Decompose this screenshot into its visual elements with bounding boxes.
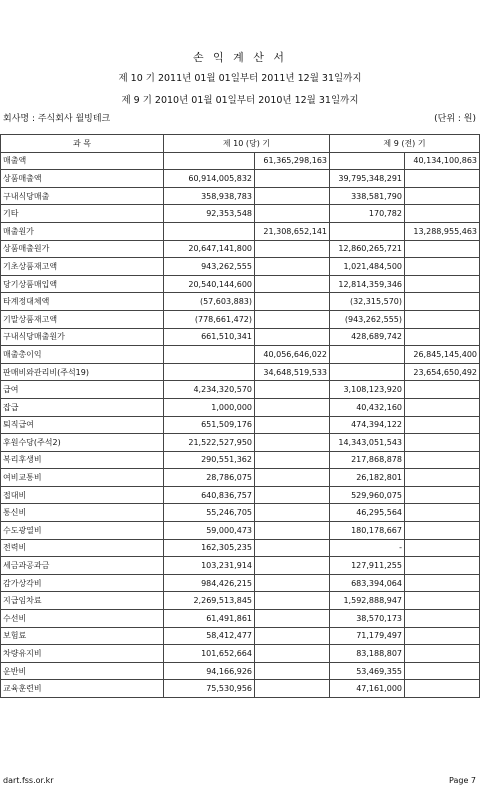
table-row xyxy=(1,398,480,416)
footer-page-number: Page 7 xyxy=(449,776,476,785)
current-total-amount: 40,056,646,022 xyxy=(255,346,330,364)
prior-sub-amount: 474,394,122 xyxy=(330,416,405,434)
row-label: 세금과공과금 xyxy=(1,557,164,575)
current-sub-amount: 58,412,477 xyxy=(164,627,255,645)
header-current-period: 제 10 (당) 기 xyxy=(164,135,330,153)
prior-total-amount xyxy=(405,610,480,628)
row-label: 복리후생비 xyxy=(1,451,164,469)
prior-sub-amount: 40,432,160 xyxy=(330,398,405,416)
current-sub-amount: 20,647,141,800 xyxy=(164,240,255,258)
current-sub-amount: 984,426,215 xyxy=(164,574,255,592)
current-sub-amount: 55,246,705 xyxy=(164,504,255,522)
current-total-amount xyxy=(255,381,330,399)
current-sub-amount: 61,491,861 xyxy=(164,610,255,628)
row-label: 지급임차료 xyxy=(1,592,164,610)
header-prior-period: 제 9 (전) 기 xyxy=(330,135,480,153)
current-sub-amount: 92,353,548 xyxy=(164,205,255,223)
prior-total-amount xyxy=(405,381,480,399)
prior-sub-amount: 3,108,123,920 xyxy=(330,381,405,399)
row-label: 타계정대체액 xyxy=(1,293,164,311)
prior-total-amount: 13,288,955,463 xyxy=(405,222,480,240)
current-total-amount xyxy=(255,522,330,540)
current-total-amount xyxy=(255,293,330,311)
row-label: 매출총이익 xyxy=(1,346,164,364)
row-label: 통신비 xyxy=(1,504,164,522)
row-label: 상품매출원가 xyxy=(1,240,164,258)
table-row xyxy=(1,152,480,170)
row-label: 수선비 xyxy=(1,610,164,628)
prior-total-amount xyxy=(405,522,480,540)
table-row xyxy=(1,275,480,293)
prior-sub-amount: 1,592,888,947 xyxy=(330,592,405,610)
prior-total-amount xyxy=(405,205,480,223)
current-sub-amount: 60,914,005,832 xyxy=(164,170,255,188)
table-row xyxy=(1,504,480,522)
prior-sub-amount: - xyxy=(330,539,405,557)
table-header-row xyxy=(1,135,480,153)
current-total-amount xyxy=(255,504,330,522)
prior-total-amount xyxy=(405,592,480,610)
table-row xyxy=(1,539,480,557)
current-total-amount xyxy=(255,258,330,276)
current-sub-amount: 75,530,956 xyxy=(164,680,255,698)
period-prior: 제 9 기 2010년 01월 01일부터 2010년 12월 31일까지 xyxy=(121,95,359,106)
row-label: 여비교통비 xyxy=(1,469,164,487)
current-total-amount: 34,648,519,533 xyxy=(255,363,330,381)
current-sub-amount: 651,509,176 xyxy=(164,416,255,434)
current-total-amount xyxy=(255,486,330,504)
current-sub-amount: 162,305,235 xyxy=(164,539,255,557)
table-row xyxy=(1,170,480,188)
prior-sub-amount: 12,814,359,346 xyxy=(330,275,405,293)
current-total-amount xyxy=(255,610,330,628)
current-total-amount xyxy=(255,662,330,680)
footer-source: dart.fss.or.kr xyxy=(3,776,54,785)
prior-total-amount xyxy=(405,574,480,592)
current-sub-amount: 943,262,555 xyxy=(164,258,255,276)
prior-total-amount xyxy=(405,434,480,452)
prior-total-amount xyxy=(405,504,480,522)
prior-sub-amount: 83,188,807 xyxy=(330,645,405,663)
prior-sub-amount: 39,795,348,291 xyxy=(330,170,405,188)
prior-sub-amount xyxy=(330,152,405,170)
prior-total-amount xyxy=(405,416,480,434)
prior-sub-amount xyxy=(330,346,405,364)
current-sub-amount xyxy=(164,222,255,240)
prior-sub-amount xyxy=(330,222,405,240)
current-total-amount xyxy=(255,205,330,223)
row-label: 전력비 xyxy=(1,539,164,557)
prior-total-amount xyxy=(405,328,480,346)
table-row xyxy=(1,627,480,645)
prior-total-amount: 26,845,145,400 xyxy=(405,346,480,364)
prior-sub-amount: 127,911,255 xyxy=(330,557,405,575)
prior-total-amount xyxy=(405,486,480,504)
current-total-amount xyxy=(255,645,330,663)
current-total-amount xyxy=(255,469,330,487)
row-label: 후원수당(주석2) xyxy=(1,434,164,452)
current-sub-amount: 2,269,513,845 xyxy=(164,592,255,610)
table-row xyxy=(1,574,480,592)
prior-total-amount xyxy=(405,451,480,469)
prior-total-amount xyxy=(405,187,480,205)
table-row xyxy=(1,363,480,381)
prior-total-amount xyxy=(405,469,480,487)
row-label: 감가상각비 xyxy=(1,574,164,592)
current-total-amount xyxy=(255,627,330,645)
current-sub-amount: 103,231,914 xyxy=(164,557,255,575)
current-sub-amount: 290,551,362 xyxy=(164,451,255,469)
current-sub-amount: 20,540,144,600 xyxy=(164,275,255,293)
row-label: 기초상품재고액 xyxy=(1,258,164,276)
current-total-amount xyxy=(255,310,330,328)
row-label: 구내식당매출 xyxy=(1,187,164,205)
prior-sub-amount: 428,689,742 xyxy=(330,328,405,346)
current-sub-amount: 21,522,527,950 xyxy=(164,434,255,452)
prior-total-amount xyxy=(405,310,480,328)
table-row xyxy=(1,258,480,276)
prior-sub-amount: 180,178,667 xyxy=(330,522,405,540)
table-row xyxy=(1,469,480,487)
prior-total-amount xyxy=(405,398,480,416)
prior-sub-amount: 338,581,790 xyxy=(330,187,405,205)
prior-total-amount xyxy=(405,240,480,258)
prior-sub-amount: 71,179,497 xyxy=(330,627,405,645)
table-row xyxy=(1,293,480,311)
prior-total-amount: 40,134,100,863 xyxy=(405,152,480,170)
row-label: 구내식당매출원가 xyxy=(1,328,164,346)
table-row xyxy=(1,346,480,364)
current-total-amount: 61,365,298,163 xyxy=(255,152,330,170)
row-label: 잡급 xyxy=(1,398,164,416)
prior-total-amount xyxy=(405,627,480,645)
current-total-amount xyxy=(255,328,330,346)
prior-total-amount xyxy=(405,275,480,293)
prior-total-amount xyxy=(405,557,480,575)
prior-total-amount xyxy=(405,645,480,663)
table-row xyxy=(1,451,480,469)
current-total-amount xyxy=(255,398,330,416)
prior-sub-amount: 217,868,878 xyxy=(330,451,405,469)
prior-sub-amount: 683,394,064 xyxy=(330,574,405,592)
unit-label: (단위 : 원) xyxy=(434,114,476,124)
table-row xyxy=(1,592,480,610)
row-label: 보험료 xyxy=(1,627,164,645)
row-label: 차량유지비 xyxy=(1,645,164,663)
row-label: 퇴직급여 xyxy=(1,416,164,434)
current-sub-amount: 28,786,075 xyxy=(164,469,255,487)
current-sub-amount: 640,836,757 xyxy=(164,486,255,504)
row-label: 판매비와관리비(주석19) xyxy=(1,363,164,381)
table-row xyxy=(1,222,480,240)
row-label: 급여 xyxy=(1,381,164,399)
prior-sub-amount: 529,960,075 xyxy=(330,486,405,504)
prior-total-amount xyxy=(405,680,480,698)
current-sub-amount xyxy=(164,363,255,381)
current-sub-amount xyxy=(164,346,255,364)
table-row xyxy=(1,680,480,698)
row-label: 상품매출액 xyxy=(1,170,164,188)
current-sub-amount: (778,661,472) xyxy=(164,310,255,328)
current-sub-amount: 358,938,783 xyxy=(164,187,255,205)
table-row xyxy=(1,328,480,346)
period-current: 제 10 기 2011년 01월 01일부터 2011년 12월 31일까지 xyxy=(118,73,362,84)
prior-sub-amount: 14,343,051,543 xyxy=(330,434,405,452)
current-sub-amount: (57,603,883) xyxy=(164,293,255,311)
current-sub-amount: 4,234,320,570 xyxy=(164,381,255,399)
current-total-amount xyxy=(255,240,330,258)
table-row xyxy=(1,610,480,628)
table-row xyxy=(1,434,480,452)
current-sub-amount: 59,000,473 xyxy=(164,522,255,540)
current-total-amount xyxy=(255,539,330,557)
prior-sub-amount: 46,295,564 xyxy=(330,504,405,522)
current-total-amount xyxy=(255,187,330,205)
prior-sub-amount: 47,161,000 xyxy=(330,680,405,698)
company-name: 회사명 : 주식회사 월빙테크 xyxy=(3,114,111,124)
current-sub-amount xyxy=(164,152,255,170)
prior-total-amount xyxy=(405,258,480,276)
current-total-amount xyxy=(255,451,330,469)
document-title: 손 익 계 산 서 xyxy=(192,51,288,64)
current-total-amount xyxy=(255,680,330,698)
prior-sub-amount: 12,860,265,721 xyxy=(330,240,405,258)
table-row xyxy=(1,557,480,575)
current-total-amount xyxy=(255,275,330,293)
current-sub-amount: 661,510,341 xyxy=(164,328,255,346)
prior-sub-amount: 53,469,355 xyxy=(330,662,405,680)
table-row xyxy=(1,486,480,504)
current-sub-amount: 101,652,664 xyxy=(164,645,255,663)
table-row xyxy=(1,522,480,540)
prior-sub-amount: 38,570,173 xyxy=(330,610,405,628)
prior-total-amount xyxy=(405,170,480,188)
table-row xyxy=(1,310,480,328)
income-statement-table xyxy=(0,134,480,698)
prior-total-amount xyxy=(405,293,480,311)
current-total-amount xyxy=(255,170,330,188)
prior-total-amount xyxy=(405,662,480,680)
prior-sub-amount: 1,021,484,500 xyxy=(330,258,405,276)
current-total-amount xyxy=(255,592,330,610)
row-label: 당기상품매입액 xyxy=(1,275,164,293)
row-label: 접대비 xyxy=(1,486,164,504)
prior-sub-amount: 170,782 xyxy=(330,205,405,223)
current-total-amount xyxy=(255,416,330,434)
row-label: 교육훈련비 xyxy=(1,680,164,698)
row-label: 기말상품재고액 xyxy=(1,310,164,328)
row-label: 기타 xyxy=(1,205,164,223)
prior-sub-amount: (32,315,570) xyxy=(330,293,405,311)
current-total-amount xyxy=(255,434,330,452)
row-label: 매출원가 xyxy=(1,222,164,240)
current-total-amount xyxy=(255,574,330,592)
table-row xyxy=(1,662,480,680)
prior-total-amount xyxy=(405,539,480,557)
table-row xyxy=(1,416,480,434)
current-sub-amount: 1,000,000 xyxy=(164,398,255,416)
current-total-amount: 21,308,652,141 xyxy=(255,222,330,240)
prior-total-amount: 23,654,650,492 xyxy=(405,363,480,381)
prior-sub-amount: (943,262,555) xyxy=(330,310,405,328)
header-account: 과 목 xyxy=(1,135,164,153)
prior-sub-amount: 26,182,801 xyxy=(330,469,405,487)
current-sub-amount: 94,166,926 xyxy=(164,662,255,680)
table-row xyxy=(1,645,480,663)
row-label: 수도광열비 xyxy=(1,522,164,540)
row-label: 매출액 xyxy=(1,152,164,170)
table-row xyxy=(1,381,480,399)
table-row xyxy=(1,240,480,258)
table-row xyxy=(1,205,480,223)
prior-sub-amount xyxy=(330,363,405,381)
current-total-amount xyxy=(255,557,330,575)
row-label: 운반비 xyxy=(1,662,164,680)
table-row xyxy=(1,187,480,205)
